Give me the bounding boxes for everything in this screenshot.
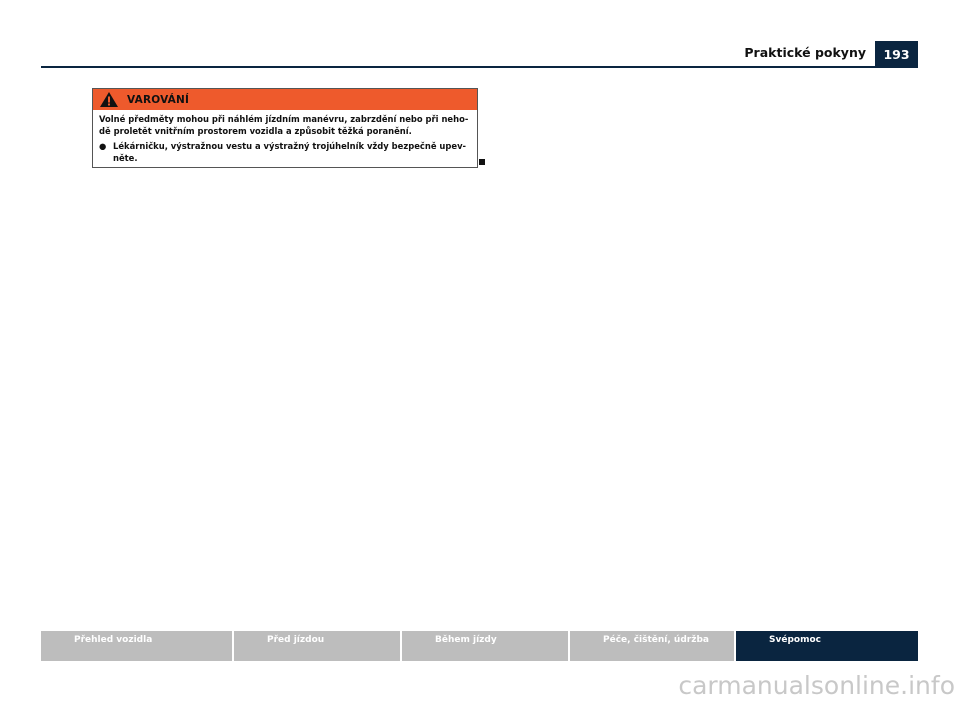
section-end-marker bbox=[479, 159, 485, 165]
warning-paragraph: Volné předměty mohou při náhlém jízdním manévru, zabrzdění nebo při neho-dě proletět vnitřním prostorem vozidla a způsobit těžká poranění. bbox=[99, 114, 469, 136]
tab-pred-jizdou[interactable]: Před jízdou bbox=[234, 631, 400, 661]
header-rule bbox=[41, 66, 918, 68]
tab-pece-cisteni-udrzba[interactable]: Péče, čištění, údržba bbox=[570, 631, 734, 661]
warning-body bbox=[93, 110, 477, 164]
page-section-title: Praktické pokyny bbox=[744, 45, 866, 60]
watermark: carmanualsonline.info bbox=[678, 671, 955, 700]
warning-triangle-icon bbox=[99, 91, 119, 108]
page-number: 193 bbox=[875, 41, 918, 67]
warning-bullet-text: Lékárničku, výstražnou vestu a výstražný trojúhelník vždy bezpečně upev-něte. bbox=[113, 141, 467, 163]
bullet-dot-icon: ● bbox=[99, 141, 107, 151]
footer-chapter-nav bbox=[41, 631, 918, 661]
tab-svepomoc[interactable]: Svépomoc bbox=[736, 631, 918, 661]
warning-box bbox=[92, 88, 478, 168]
warning-bullet-item bbox=[99, 140, 471, 164]
tab-prehled-vozidla[interactable]: Přehled vozidla bbox=[41, 631, 232, 661]
warning-header bbox=[93, 89, 477, 110]
tab-behem-jizdy[interactable]: Během jízdy bbox=[402, 631, 568, 661]
warning-title: VAROVÁNÍ bbox=[127, 93, 190, 106]
